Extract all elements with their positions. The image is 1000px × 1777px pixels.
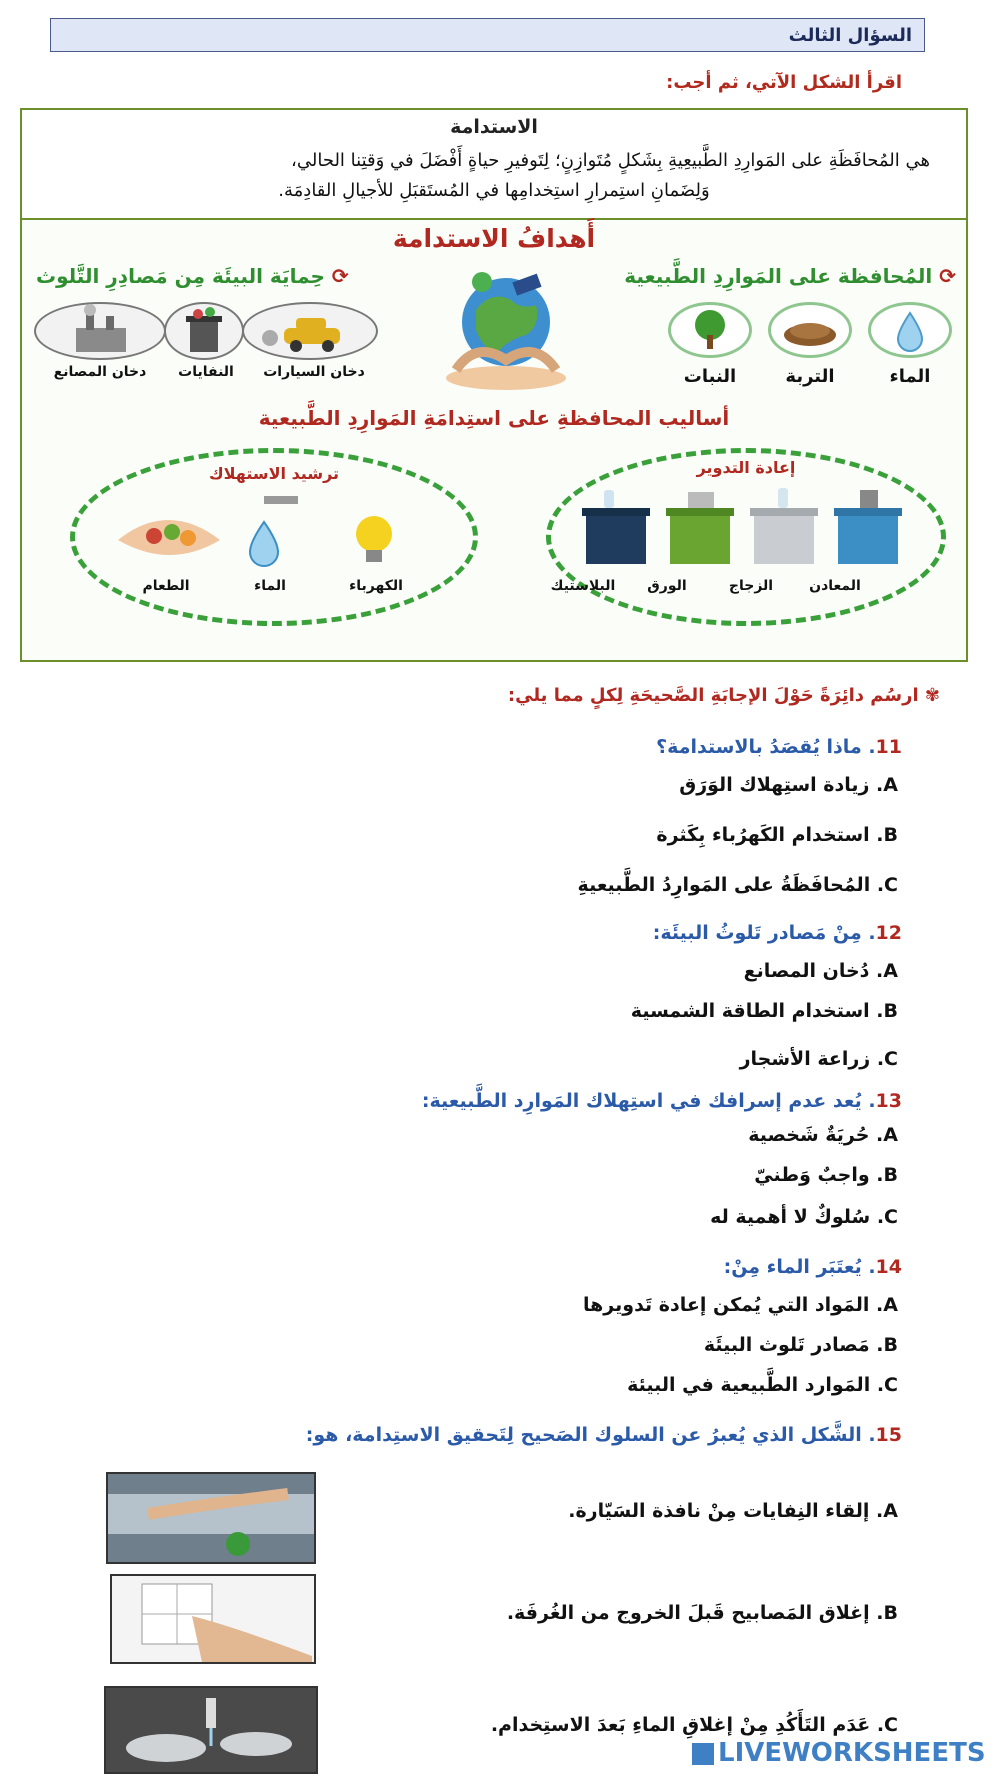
rationing-heading: ترشيد الاستهلاك: [208, 464, 340, 483]
section-title: السؤال الثالث: [788, 25, 912, 46]
conserve-heading-label: المُحافظة على المَوارِدِ الطَّبيعية: [624, 264, 933, 288]
question-11: [656, 736, 902, 758]
option-15-c[interactable]: C. عَدَم التَأَكُدِ مِنْ إغلاقِ الماءِ بَعدَ الاستِخدام.: [490, 1714, 898, 1736]
option-12-a[interactable]: A. دُخان المصانع: [743, 960, 898, 982]
question-number: 15: [875, 1424, 902, 1446]
question-14: [724, 1256, 902, 1278]
goals-panel: [20, 220, 968, 662]
watermark-text: LIVEWORKSHEETS: [718, 1738, 986, 1768]
factory-smoke-icon: [34, 302, 166, 360]
definition-text: [58, 146, 930, 206]
recycling-heading: إعادة التدوير: [696, 458, 796, 477]
methods-title: أساليب المحافظةِ على استِدامَةِ المَوارِدِ الطَّبيعية: [258, 406, 730, 430]
pollution-label: النفايات: [178, 364, 234, 380]
option-11-c[interactable]: C. المُحافَظَةُ على المَوارِدُ الطَّبيعيةِ: [577, 874, 898, 896]
definition-line-1: هي المُحافَظَةِ على المَوارِدِ الطَّبيعِيةِ بِشَكلٍ مُتَوازِنٍ؛ لِتَوفيرِ حياةٍ أَفْضَلَ في وَقتِنا الحالي،: [291, 150, 930, 171]
question-12: [653, 922, 902, 944]
question-number: 14: [875, 1256, 902, 1278]
earth-hands-illustration: [436, 260, 576, 390]
running-tap-photo: [104, 1686, 318, 1774]
refresh-icon: ⟳: [939, 264, 956, 288]
protect-heading: [36, 264, 349, 288]
waste-icon: [164, 302, 244, 360]
water-icon: [868, 302, 952, 358]
question-text: . الشَّكل الذي يُعبرُ عن السلوك الصَحيح لِتَحقيق الاستِدامة، هو:: [305, 1424, 876, 1446]
definition-title: الاستدامة: [450, 116, 538, 138]
recycling-label: الزجاج: [728, 578, 774, 594]
definition-box: [20, 108, 968, 220]
conserve-heading: [624, 264, 956, 288]
goals-title: أَهدافُ الاستدامة: [392, 224, 596, 253]
option-14-c[interactable]: C. المَوارد الطَّبيعية في البيئة: [627, 1374, 898, 1396]
question-text: . يُعتَبَر الماء مِنْ:: [723, 1256, 876, 1278]
rationing-label: الطعام: [142, 578, 190, 594]
protect-heading-label: حِمايَة البيئَة مِن مَصادِرِ التَّلوث: [36, 264, 325, 288]
pollution-label: دخان المصانع: [53, 364, 147, 380]
option-15-b[interactable]: B. إغلاق المَصابيح قَبلَ الخروج من الغُرفَة.: [506, 1602, 898, 1624]
faucet-drop-icon: [234, 492, 304, 572]
recycling-label: المعادن: [809, 578, 861, 594]
question-13: [422, 1090, 902, 1112]
option-14-b[interactable]: B. مَصادر تَلوث البيئَة: [703, 1334, 898, 1356]
recycling-label: البلاستيك: [550, 578, 616, 594]
option-15-a[interactable]: A. إلقاء النِفايات مِنْ نافذة السَيّارة.: [568, 1500, 898, 1522]
pollution-label: دخان السيارات: [263, 364, 365, 380]
question-number: 12: [875, 922, 902, 944]
soil-icon: [768, 302, 852, 358]
option-11-b[interactable]: B. استخدام الكَهرُباء بِكَثرة: [656, 824, 898, 846]
question-15: [306, 1424, 902, 1446]
flower-icon: ✾: [924, 685, 940, 706]
option-14-a[interactable]: A. المَواد التي يُمكن إعادة تَدويرها: [583, 1294, 898, 1316]
option-12-c[interactable]: C. زراعة الأشجار: [739, 1048, 898, 1070]
litter-window-photo: [106, 1472, 316, 1564]
option-13-c[interactable]: C. سُلوكٌ لا أهمية له: [710, 1206, 898, 1228]
plant-icon: [668, 302, 752, 358]
refresh-icon: ⟳: [331, 264, 349, 288]
resource-label: النبات: [683, 366, 737, 387]
option-13-b[interactable]: B. واجبٌ وَطنيّ: [754, 1164, 898, 1186]
question-text: . يُعد عدم إسرافك في استِهلاك المَوارِد الطَّبيعية:: [421, 1090, 876, 1112]
question-text: . ماذا يُقصَدُ بالاستدامة؟: [656, 736, 876, 758]
lightbulb-icon: [344, 510, 404, 570]
recycling-label: الورق: [647, 578, 687, 594]
option-13-a[interactable]: A. حُريَةٌ شَخصية: [748, 1124, 898, 1146]
question-text: . مِنْ مَصادر تَلوثُ البيئَة:: [652, 922, 876, 944]
logo-icon: [692, 1743, 714, 1765]
liveworksheets-logo: [692, 1738, 986, 1768]
section-header: [50, 18, 925, 52]
light-switch-photo: [110, 1574, 316, 1664]
question-number: 13: [875, 1090, 902, 1112]
car-smoke-icon: [242, 302, 378, 360]
rationing-label: الماء: [254, 578, 286, 594]
food-hands-icon: [114, 500, 224, 570]
definition-line-2: وَلِضَمانِ استِمرارِ استِخدامِها في المُستَقبَلِ للأجيالِ القادِمَة.: [278, 180, 710, 201]
resource-label: التربة: [785, 366, 835, 387]
task-text: ارسُم دائِرَةً حَوْلَ الإجابَةِ الصَّحيحَةِ لِكلٍ مما يلي:: [507, 685, 919, 706]
task-instruction: [508, 685, 940, 706]
option-12-b[interactable]: B. استخدام الطاقة الشمسية: [630, 1000, 898, 1022]
rationing-label: الكهرباء: [349, 578, 403, 594]
question-number: 11: [875, 736, 902, 758]
option-11-a[interactable]: A. زيادة استِهلاك الوَرَق: [679, 774, 898, 796]
resource-label: الماء: [889, 366, 931, 387]
recycling-bins-illustration: [578, 488, 918, 568]
instruction-text: اقرأ الشكل الآتي، ثم أجب:: [666, 72, 902, 93]
